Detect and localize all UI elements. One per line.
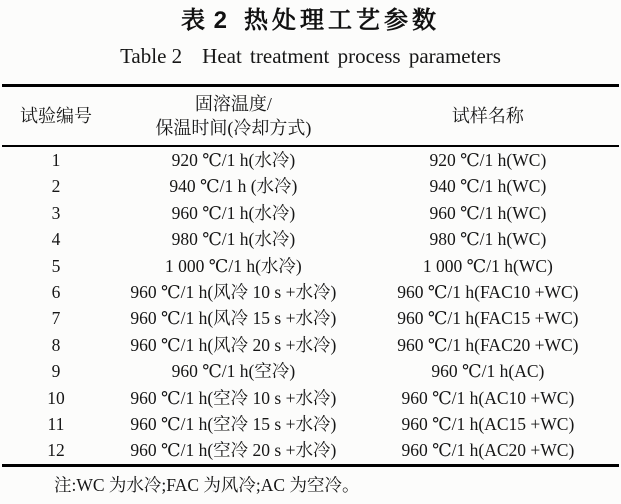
- cell-test-no: 10: [47, 387, 65, 408]
- table-row: [2, 226, 619, 252]
- table-row: [2, 305, 619, 331]
- table-body: [2, 146, 619, 465]
- cell-sample-name: 960 ℃/1 h(AC10 +WC): [401, 387, 575, 408]
- table-row: [2, 385, 619, 411]
- table-number-zh: 表 2: [180, 7, 228, 34]
- cell-process: 960 ℃/1 h(风冷 20 s +水冷): [130, 334, 337, 355]
- table-title-chinese: [0, 0, 621, 35]
- table-row: [2, 279, 619, 305]
- header-test-number: 试验编号: [2, 86, 110, 147]
- cell-process: 960 ℃/1 h(空冷 20 s +水冷): [130, 440, 337, 461]
- cell-test-no: 6: [51, 282, 61, 303]
- table-title-en-text: Heat treatment process parameters: [202, 44, 501, 68]
- table-row: [2, 146, 619, 173]
- cell-process: 960 ℃/1 h(风冷 10 s +水冷): [130, 282, 337, 303]
- cell-sample-name: 960 ℃/1 h(FAC15 +WC): [397, 308, 579, 329]
- cell-test-no: 4: [51, 229, 61, 250]
- cell-sample-name: 960 ℃/1 h(AC20 +WC): [401, 440, 575, 461]
- cell-process: 960 ℃/1 h(空冷 10 s +水冷): [130, 387, 337, 408]
- cell-process: 960 ℃/1 h(空冷 15 s +水冷): [130, 414, 337, 435]
- cell-test-no: 5: [51, 255, 61, 276]
- table-row: [2, 173, 619, 199]
- cell-sample-name: 960 ℃/1 h(FAC10 +WC): [397, 282, 579, 303]
- cell-sample-name: 960 ℃/1 h(AC): [431, 361, 545, 382]
- table-header: [2, 86, 619, 147]
- table-row: [2, 437, 619, 465]
- header-process: [110, 86, 357, 147]
- header-process-line2: 保温时间(冷却方式): [155, 118, 312, 138]
- cell-test-no: 11: [47, 414, 65, 435]
- heat-treatment-table: [2, 84, 619, 467]
- cell-sample-name: 920 ℃/1 h(WC): [429, 150, 547, 170]
- table-title-zh-text: 热处理工艺参数: [244, 7, 440, 34]
- cell-process: 920 ℃/1 h(水冷): [171, 150, 296, 170]
- cell-process: 1 000 ℃/1 h(水冷): [165, 255, 302, 276]
- cell-test-no: 1: [51, 150, 61, 170]
- table-row: [2, 200, 619, 226]
- cell-sample-name: 960 ℃/1 h(WC): [429, 202, 547, 223]
- cell-process: 960 ℃/1 h(空冷): [171, 361, 296, 382]
- table-number-en: Table 2: [120, 44, 183, 68]
- table-row: [2, 332, 619, 358]
- table-row: [2, 411, 619, 437]
- cell-test-no: 12: [47, 440, 65, 461]
- cell-test-no: 9: [51, 361, 61, 382]
- cell-test-no: 7: [51, 308, 61, 329]
- cell-test-no: 2: [51, 176, 61, 197]
- header-sample-name: 试样名称: [357, 86, 619, 147]
- cell-sample-name: 960 ℃/1 h(AC15 +WC): [401, 414, 575, 435]
- cell-process: 960 ℃/1 h(风冷 15 s +水冷): [130, 308, 337, 329]
- table-row: [2, 253, 619, 279]
- cell-sample-name: 1 000 ℃/1 h(WC): [422, 255, 553, 276]
- table-footnote: 注:WC 为水冷;FAC 为风冷;AC 为空冷。: [54, 474, 360, 495]
- cell-sample-name: 980 ℃/1 h(WC): [429, 229, 547, 250]
- table-row: [2, 358, 619, 384]
- cell-test-no: 3: [51, 202, 61, 223]
- cell-process: 980 ℃/1 h(水冷): [171, 229, 296, 250]
- cell-test-no: 8: [51, 334, 61, 355]
- header-row: [2, 86, 619, 147]
- cell-sample-name: 940 ℃/1 h(WC): [429, 176, 547, 197]
- header-process-line1: 固溶温度/: [194, 94, 272, 114]
- cell-sample-name: 960 ℃/1 h(FAC20 +WC): [397, 334, 579, 355]
- cell-process: 960 ℃/1 h(水冷): [171, 202, 296, 223]
- table-title-english: [0, 43, 621, 69]
- cell-process: 940 ℃/1 h (水冷): [169, 176, 298, 197]
